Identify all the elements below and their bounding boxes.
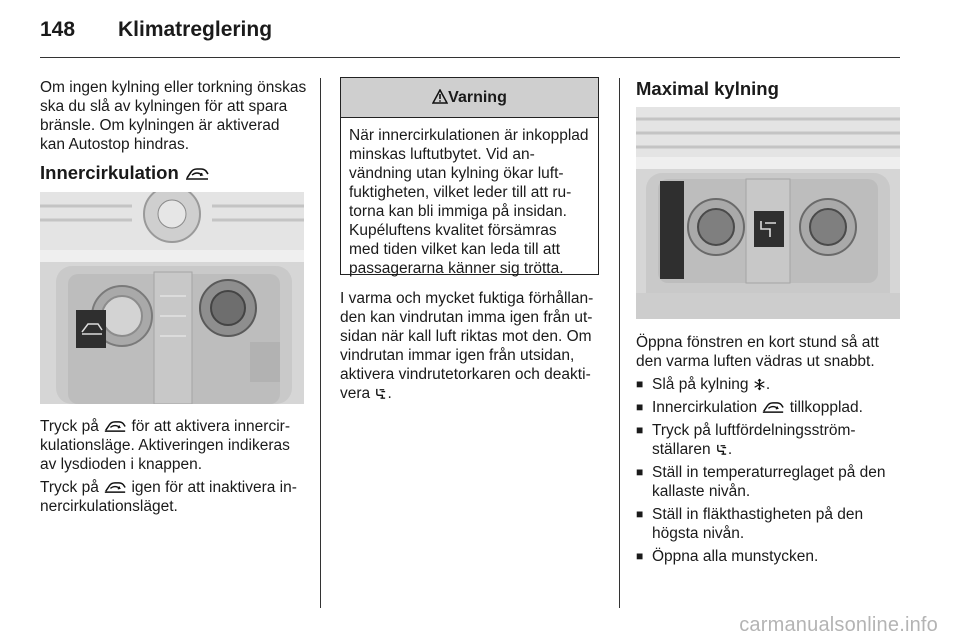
climate-panel-photo-recirculation <box>40 192 304 404</box>
warning-title: Varning <box>448 89 507 106</box>
bullet-mark: ■ <box>636 400 644 414</box>
humidity-text-b: . <box>387 385 392 402</box>
activate-text-b: för att aktivera innercirkulationsläge. Aktiveringen indikeras av lysdioden i knappen. <box>40 418 290 473</box>
bullet-mark: ■ <box>636 507 644 521</box>
step-text: Öppna alla munstycken. <box>652 548 819 565</box>
warning-box <box>340 77 599 275</box>
step-text-a: Slå på kylning <box>652 376 749 393</box>
page-title: Klimatreglering <box>118 18 273 41</box>
step-text-b: . <box>727 441 733 458</box>
step-text-a: Tryck på luftfördelningsströmställaren <box>652 422 856 458</box>
bullet-mark: ■ <box>636 377 644 391</box>
list-item <box>636 421 906 459</box>
warning-header <box>341 78 598 118</box>
bullet-mark: ■ <box>636 465 644 479</box>
section-heading-max-cooling: Maximal kylning <box>636 78 779 99</box>
step-text: Ställ in temperaturreglaget på den kallaste nivån. <box>652 464 886 500</box>
snowflake-icon <box>753 378 766 391</box>
recirculation-icon <box>761 401 785 414</box>
bullet-mark: ■ <box>636 549 644 563</box>
air-distribution-icon <box>715 443 728 456</box>
step-text: Ställ in fläkthastigheten på den högsta nivån. <box>652 506 864 542</box>
intro-paragraph: Om ingen kylning eller torkning önskas ska du slå av kylningen för att spara bränsle. Om kylningen är aktiverad kan Autostop hindras. <box>40 79 307 153</box>
recirculation-icon <box>184 167 210 181</box>
recirculation-icon <box>103 481 127 494</box>
step-text-b: . <box>765 376 771 393</box>
watermark-text: carmanualsonline.info <box>739 614 938 636</box>
step-text-b: tillkopplad. <box>789 399 863 416</box>
list-item <box>636 505 906 543</box>
column-divider-right <box>619 78 620 608</box>
activate-paragraph <box>40 417 308 474</box>
humidity-paragraph <box>340 289 605 403</box>
deactivate-text-a: Tryck på <box>40 479 99 496</box>
section-heading-recirculation <box>40 162 210 184</box>
climate-panel-photo-max-cooling <box>636 107 900 319</box>
max-cooling-intro: Öppna fönstren en kort stund så att den varma luften vädras ut snabbt. <box>636 334 879 370</box>
warning-text: När innercirkulationen är inkopplad minskas luftutbytet. Vid användning utan kylning ökar luftfuktigheten, vilket leder till att rutorna kan bli immiga på insidan. Kupéluftens kvalitet försämras med tiden vilket kan leda till att passagerarna känner sig trötta. <box>349 127 589 277</box>
deactivate-text-b: igen för att inaktivera innercirkulationsläget. <box>40 479 297 515</box>
humidity-text-a: I varma och mycket fuktiga förhållanden kan vindrutan imma igen från utsidan när kall luft riktas mot den. Om vindrutan immar igen från utsidan, aktivera vindrutetorkaren och deaktivera <box>340 290 594 402</box>
header-divider <box>40 57 900 58</box>
max-cooling-steps <box>636 375 906 570</box>
list-item <box>636 398 906 417</box>
deactivate-paragraph <box>40 478 308 516</box>
list-item <box>636 375 906 394</box>
bullet-mark: ■ <box>636 423 644 437</box>
step-text-a: Innercirkulation <box>652 399 758 416</box>
column-divider-left <box>320 78 321 608</box>
page-number: 148 <box>40 18 76 41</box>
air-distribution-icon <box>374 387 387 400</box>
list-item <box>636 463 906 501</box>
activate-text-a: Tryck på <box>40 418 99 435</box>
list-item <box>636 547 906 566</box>
warning-triangle-icon <box>432 89 448 104</box>
recirculation-icon <box>103 420 127 433</box>
heading-text: Innercirkulation <box>40 162 179 183</box>
